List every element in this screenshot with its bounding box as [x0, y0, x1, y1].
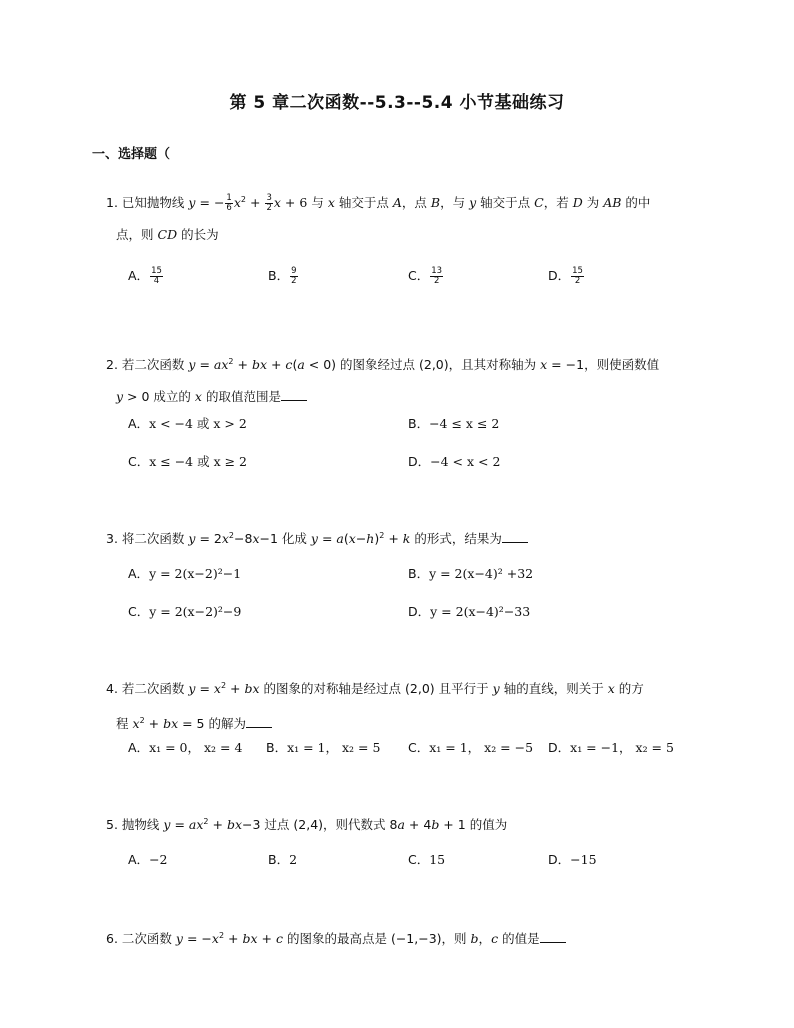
- option-c[interactable]: C．x ≤ −4 或 x ≥ 2: [128, 454, 248, 469]
- question-5: [106, 806, 706, 841]
- section-heading: 一、选择题（: [92, 147, 171, 162]
- option-d[interactable]: D． $\frac{15}{2}$: [548, 266, 583, 286]
- option-b[interactable]: B．y = 2(x−4)² +32: [408, 566, 534, 581]
- question-2-stem-line2: y > 0 成立的 x 的取值范围是: [106, 381, 706, 413]
- option-b[interactable]: B．2: [268, 852, 298, 867]
- option-d[interactable]: D．y = 2(x−4)²−33: [408, 604, 531, 619]
- question-1: [106, 184, 706, 251]
- option-c[interactable]: C． $\frac{13}{2}$: [408, 266, 443, 286]
- question-5-stem: 5. 抛物线 $y = ax^2 + bx-3$ 过点 (2,4)，则代数式 8a + 4b + 1 的值为: [106, 817, 508, 833]
- option-a[interactable]: A． $\frac{15}{4}$: [128, 266, 162, 286]
- option-a[interactable]: A．x₁ = 0， x₂ = 4: [128, 740, 243, 755]
- option-a[interactable]: A．x < −4 或 x > 2: [128, 416, 247, 431]
- question-3: [106, 520, 706, 555]
- question-6: [106, 920, 706, 955]
- question-2-stem: 2. 若二次函数 $y = ax^2$ + bx + c(a < 0) 的图象经过点 (2,0)，且其对称轴为 x = −1，则使函数值: [106, 357, 660, 373]
- question-1-stem-line2: 点，则 CD 的长为: [116, 227, 219, 243]
- question-2: [106, 346, 706, 413]
- option-d[interactable]: D．x₁ = −1， x₂ = 5: [548, 740, 674, 755]
- question-4: [106, 670, 706, 740]
- option-a[interactable]: A．y = 2(x−2)²−1: [128, 566, 242, 581]
- page-title: 第 5 章二次函数--5.3--5.4 小节基础练习: [229, 93, 565, 113]
- question-4-stem: 4. 若二次函数 $y = x^2$ + bx 的图象的对称轴是经过点 (2,0) 且平行于 y 轴的直线，则关于 x 的方: [106, 681, 644, 697]
- option-a[interactable]: A．−2: [128, 852, 168, 867]
- option-c[interactable]: C．x₁ = 1， x₂ = −5: [408, 740, 534, 755]
- option-c[interactable]: C．y = 2(x−2)²−9: [128, 604, 242, 619]
- option-c[interactable]: C．15: [408, 852, 446, 867]
- question-3-stem: 3. 将二次函数 $y = 2x^2-8x-1$ 化成 $y = a(x-h)^2 + k$ 的形式，结果为: [106, 520, 706, 555]
- option-b[interactable]: B． $\frac{9}{2}$: [268, 266, 297, 286]
- option-d[interactable]: D．−15: [548, 852, 597, 867]
- option-d[interactable]: D．−4 < x < 2: [408, 454, 501, 469]
- option-b[interactable]: B．x₁ = 1， x₂ = 5: [266, 740, 381, 755]
- option-b[interactable]: B．−4 ≤ x ≤ 2: [408, 416, 500, 431]
- question-1-stem: 1. 已知抛物线 y = − $\frac{1}{6}$ $x^2$ + $\frac{3}{2}$ x + 6 与 x 轴交于点 A，点 B，与 y 轴交于点 C，若 D 为 AB 的中: [106, 193, 651, 214]
- question-4-stem-line2: 程 $x^2$ + bx = 5 的解为: [106, 705, 706, 740]
- question-6-stem: 6. 二次函数 $y = -x^2$ + bx + c 的图象的最高点是 (−1,−3)，则 b，c 的值是: [106, 920, 706, 955]
